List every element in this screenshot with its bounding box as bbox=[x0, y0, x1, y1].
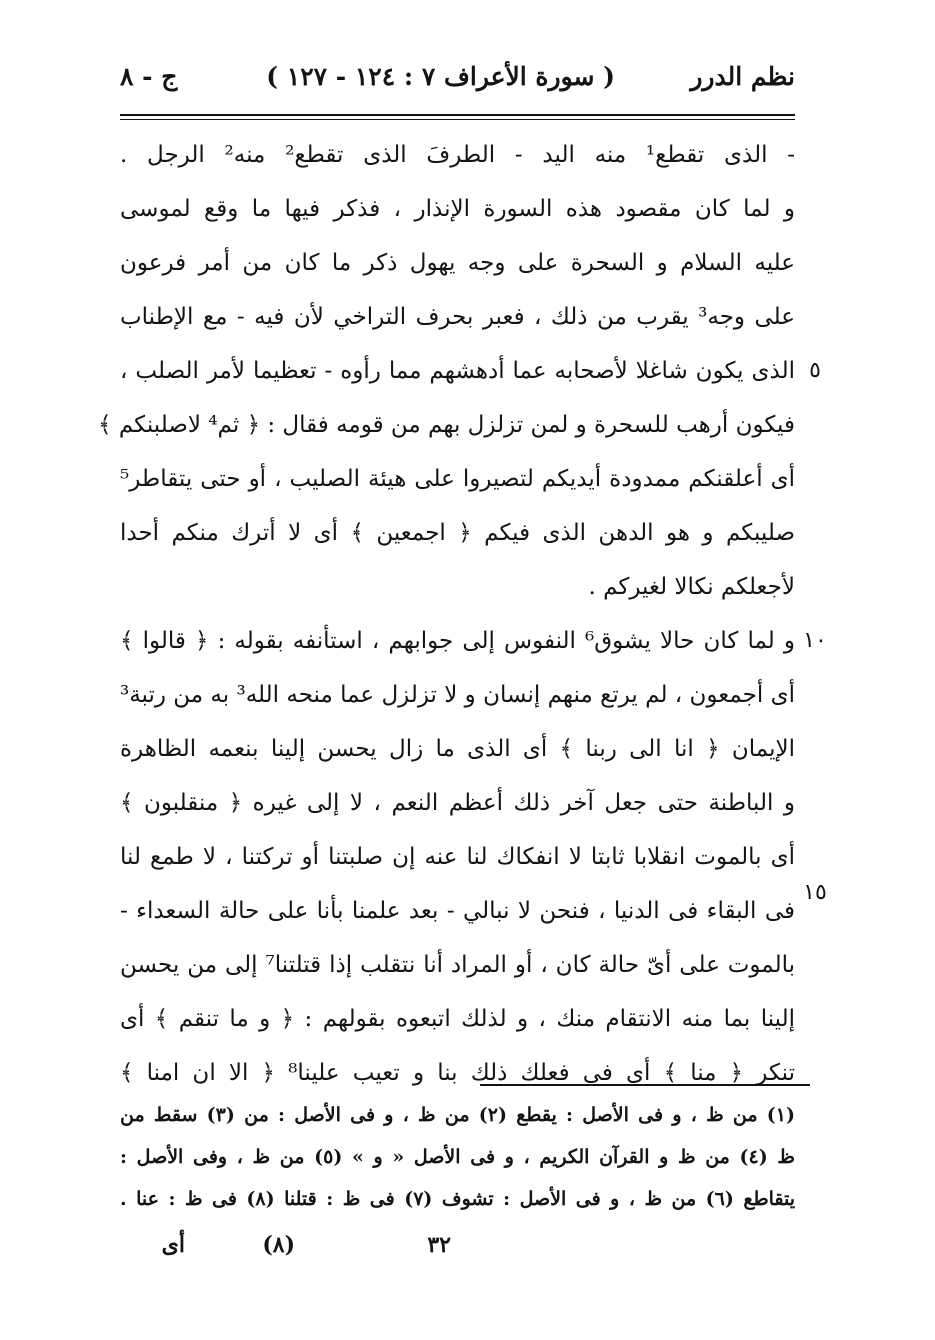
text-line: لأجعلكم نكالا لغيركم . bbox=[588, 574, 795, 600]
footnote-rule bbox=[480, 1084, 810, 1086]
text-line: على وجه³ يقرب من ذلك ، فعبر بحرف التراخي لأن فيه - مع الإطناب bbox=[120, 304, 796, 330]
footnote-line: ظ (٤) من ظ و القرآن الكريم ، و فى الأصل « و » (٥) من ظ ، وفى الأصل : bbox=[120, 1146, 795, 1168]
page-footer bbox=[120, 1232, 795, 1272]
text-line: تنكر ﴿ منا ﴾ أى فى فعلك ذلك بنا و تعيب علينا⁸ ﴿ الا ان امنا ﴾ bbox=[120, 1060, 795, 1086]
signature-mark: (٨) bbox=[262, 1232, 295, 1258]
text-line: فيكون أرهب للسحرة و لمن تزلزل بهم من قومه فقال : ﴿ ثم⁴ لاصلبنكم ﴾ bbox=[98, 412, 795, 438]
line-number-5: ٥ bbox=[809, 358, 821, 383]
text-line: إلينا بما منه الانتقام منك ، و لذلك اتبعوه بقولهم : ﴿ و ما تنقم ﴾ أى bbox=[120, 1006, 795, 1032]
text-line: عليه السلام و السحرة على وجه يهول ذكر ما كان من أمر فرعون bbox=[120, 250, 795, 276]
text-line: - الذى تقطع¹ منه اليد - الطرفَ الذى تقطع² منه² الرجل . bbox=[120, 142, 795, 168]
text-line: أى أعلقنكم ممدودة أيديكم لتصيروا على هيئة الصليب ، أو حتى يتقاطر⁵ bbox=[120, 466, 795, 492]
text-line: بالموت على أىّ حالة كان ، أو المراد أنا نتقلب إذا قتلتنا⁷ إلى من يحسن bbox=[120, 952, 796, 978]
main-text bbox=[98, 128, 796, 1100]
line-number-15: ١٥ bbox=[803, 880, 827, 905]
running-header bbox=[120, 62, 795, 108]
surah-reference: ( سورة الأعراف ٧ : ١٢٤ - ١٢٧ ) bbox=[266, 62, 615, 91]
footnote-line: يتقاطع (٦) من ظ ، و فى الأصل : تشوف (٧) فى ظ : قتلنا (٨) فى ظ : عنا . bbox=[120, 1188, 795, 1210]
line-number-10: ١٠ bbox=[803, 628, 827, 653]
page-number: ٣٢ bbox=[427, 1232, 451, 1258]
text-line: صليبكم و هو الدهن الذى فيكم ﴿ اجمعين ﴾ أى لا أترك منكم أحدا bbox=[120, 520, 795, 546]
header-rule-thin bbox=[120, 119, 795, 120]
footnotes bbox=[120, 1094, 795, 1220]
text-line: الذى يكون شاغلا لأصحابه عما أدهشهم مما رأوه - تعظيما لأمر الصلب ، bbox=[120, 358, 795, 384]
text-line: و لما كان حالا يشوق⁶ النفوس إلى جوابهم ، استأنفه بقوله : ﴿ قالوا ﴾ bbox=[120, 628, 795, 654]
text-line: و لما كان مقصود هذه السورة الإنذار ، فذكر فيها ما وقع لموسى bbox=[120, 196, 795, 222]
footnote-line: (١) من ظ ، و فى الأصل : يقطع (٢) من ظ ، و فى الأصل : من (٣) سقط من bbox=[120, 1104, 795, 1126]
text-line: فى البقاء فى الدنيا ، فنحن لا نبالي - بعد علمنا بأنا على حالة السعداء - bbox=[120, 898, 795, 924]
text-line: و الباطنة حتى جعل آخر ذلك أعظم النعم ، لا إلى غيره ﴿ منقلبون ﴾ bbox=[120, 790, 795, 816]
text-line: الإيمان ﴿ انا الى ربنا ﴾ أى الذى ما زال يحسن إلينا بنعمه الظاهرة bbox=[120, 736, 795, 762]
header-rule bbox=[120, 114, 795, 116]
volume-number: ج - ٨ bbox=[120, 62, 178, 91]
catchword: أى bbox=[161, 1232, 185, 1258]
book-title: نظم الدرر bbox=[690, 62, 795, 91]
text-line: أى بالموت انقلابا ثابتا لا انفكاك لنا عنه إن صلبتنا أو تركتنا ، لا طمع لنا bbox=[120, 844, 795, 870]
text-line: أى أجمعون ، لم يرتع منهم إنسان و لا تزلزل عما منحه الله³ به من رتبة³ bbox=[119, 682, 795, 708]
